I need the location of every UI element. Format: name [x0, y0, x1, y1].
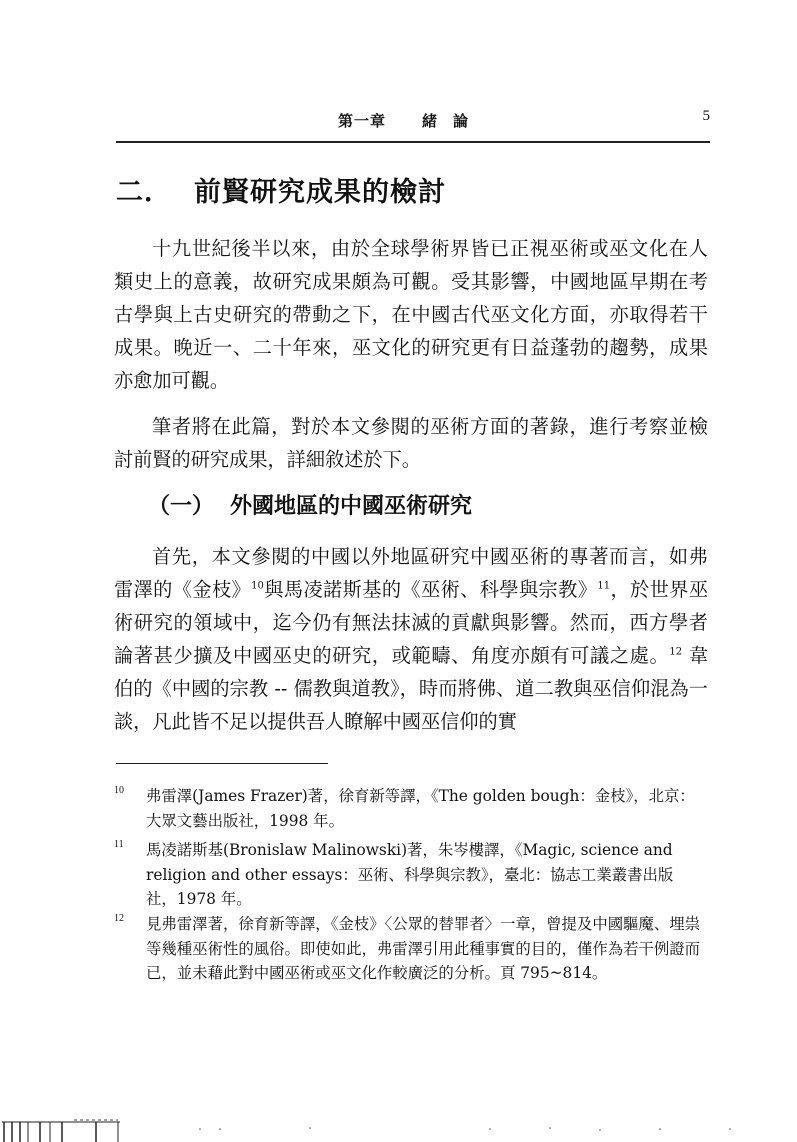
- subsection-heading: [148, 489, 472, 520]
- footnote-text: 馬凌諾斯基(Bronislaw Malinowski)著，朱岑樓譯，《Magic, science and religion and other essays：巫術、科學與宗教》，臺北：協志工業叢書出版社，1978 年。: [146, 841, 674, 908]
- running-header: [116, 110, 710, 136]
- header-rule: [116, 141, 710, 143]
- footnote-number: 11: [114, 839, 124, 850]
- page-number: 5: [702, 108, 710, 124]
- subsection-title: 外國地區的中國巫術研究: [230, 494, 473, 519]
- scan-noise: [190, 1126, 750, 1132]
- footnote-ref-10[interactable]: 10: [251, 580, 264, 592]
- paragraph-3-part-2: 與馬凌諾斯基的《巫術、科學與宗教》: [263, 578, 598, 601]
- header-title: 緒論: [422, 112, 485, 130]
- footnote-10: [114, 784, 702, 833]
- footnote-text: 弗雷澤(James Frazer)著，徐育新等譯，《The golden bough：金枝》，北京：大眾文藝出版社，1998 年。: [146, 787, 695, 830]
- section-number: 二．: [116, 177, 172, 208]
- footnote-ref-12[interactable]: 12: [669, 646, 683, 658]
- paragraph-3-part-1: 首先，本文參閱的中國以外地區研究中國巫術的專著而言，如弗雷澤的《金枝》: [114, 545, 708, 601]
- footnote-11: [114, 838, 702, 912]
- footnote-separator: [116, 763, 328, 764]
- paragraph-3: [114, 540, 708, 738]
- footnote-number: 10: [114, 785, 124, 796]
- paragraph-2: 筆者將在此篇，對於本文參閱的巫術方面的著錄，進行考察並檢討前賢的研究成果，詳細敘述於下。: [114, 415, 708, 471]
- paragraph-1: 十九世紀後半以來，由於全球學術界皆已正視巫術或巫文化在人類史上的意義，故研究成果頗為可觀。受其影響，中國地區早期在考古學與上古史研究的帶動之下，在中國古代巫文化方面，亦取得若干成果。晚近一、二十年來，巫文化的研究更有日益蓬勃的趨勢，成果亦愈加可觀。: [114, 237, 708, 392]
- section-title: 前賢研究成果的檢討: [194, 177, 446, 208]
- footnote-number: 12: [114, 913, 124, 924]
- footnote-12: [114, 912, 702, 986]
- section-heading: [116, 170, 446, 209]
- paragraph-3-part-3: ，於世界巫術研究的領域中，迄今仍有無法抹滅的貢獻與影響。然而，西方學者論著甚少擴及中國巫史的研究，或範疇、角度亦頗有可議之處。: [114, 578, 709, 667]
- paragraph-3-part-4: 韋伯的《中國的宗教 -- 儒教與道教》，時而將佛、道二教與巫信仰混為一談，凡此皆不足以提供吾人瞭解中國巫信仰的實: [114, 644, 708, 733]
- header-chapter: 第一章: [338, 112, 387, 130]
- scan-edge-marks: [0, 1118, 140, 1142]
- footnote-ref-11[interactable]: 11: [597, 580, 611, 592]
- subsection-number: （一）: [148, 494, 215, 519]
- footnote-text: 見弗雷澤著，徐育新等譯，《金枝》〈公眾的替罪者〉一章，曾提及中國驅魔、埋祟等幾種巫術性的風俗。即使如此，弗雷澤引用此種事實的目的，僅作為若干例證而已，並未藉此對中國巫術或巫文化作較廣泛的分析。頁 795~814。: [146, 915, 701, 982]
